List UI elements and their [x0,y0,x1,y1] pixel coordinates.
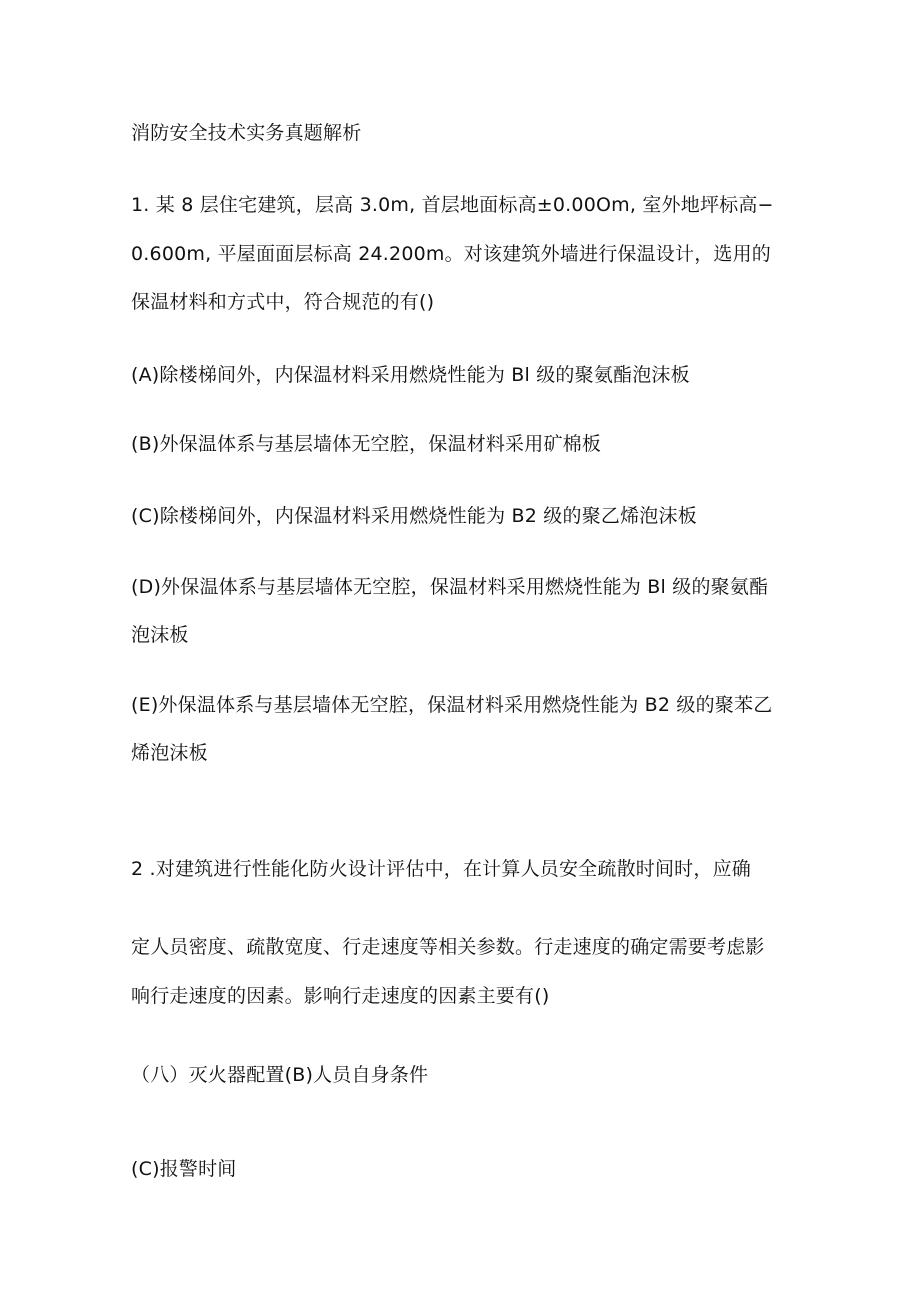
question-2-stem-line-2: 定人员密度、疏散宽度、行走速度等相关参数。行走速度的确定需要考虑影 [131,936,765,958]
question-2-option-c: (C)报警时间 [131,1158,237,1180]
question-1-option-d-line-2: 泡沫板 [131,624,189,646]
question-2-option-a-b: （八）灭火器配置(B)人员自身条件 [131,1064,429,1086]
question-1-option-e-line-2: 烯泡沫板 [131,742,208,764]
question-2-stem-line-3: 响行走速度的因素。影响行走速度的因素主要有() [131,985,550,1007]
question-1-option-c: (C)除楼梯间外，内保温材料采用燃烧性能为 B2 级的聚乙烯泡沫板 [131,505,697,527]
question-1-stem-line-3: 保温材料和方式中，符合规范的有() [131,291,435,313]
question-1-option-a: (A)除楼梯间外，内保温材料采用燃烧性能为 Bl 级的聚氨酯泡沫板 [131,364,690,386]
question-2-stem-line-1: 2 .对建筑进行性能化防火设计评估中，在计算人员安全疏散时间时，应确 [131,858,751,880]
question-1-option-b: (B)外保温体系与基层墙体无空腔，保温材料采用矿棉板 [131,433,602,455]
document-title: 消防安全技术实务真题解析 [131,122,362,144]
question-1-stem-line-2: 0.600m, 平屋面面层标高 24.200m。对该建筑外墙进行保温设计，选用的 [131,243,772,265]
question-1-stem-line-1: 1. 某 8 层住宅建筑，层高 3.0m, 首层地面标高±0.00Om, 室外地坪标高− [131,194,774,216]
question-1-option-d-line-1: (D)外保温体系与基层墙体无空腔，保温材料采用燃烧性能为 Bl 级的聚氨酯 [131,576,769,598]
question-1-option-e-line-1: (E)外保温体系与基层墙体无空腔，保温材料采用燃烧性能为 B2 级的聚苯乙 [131,694,773,716]
